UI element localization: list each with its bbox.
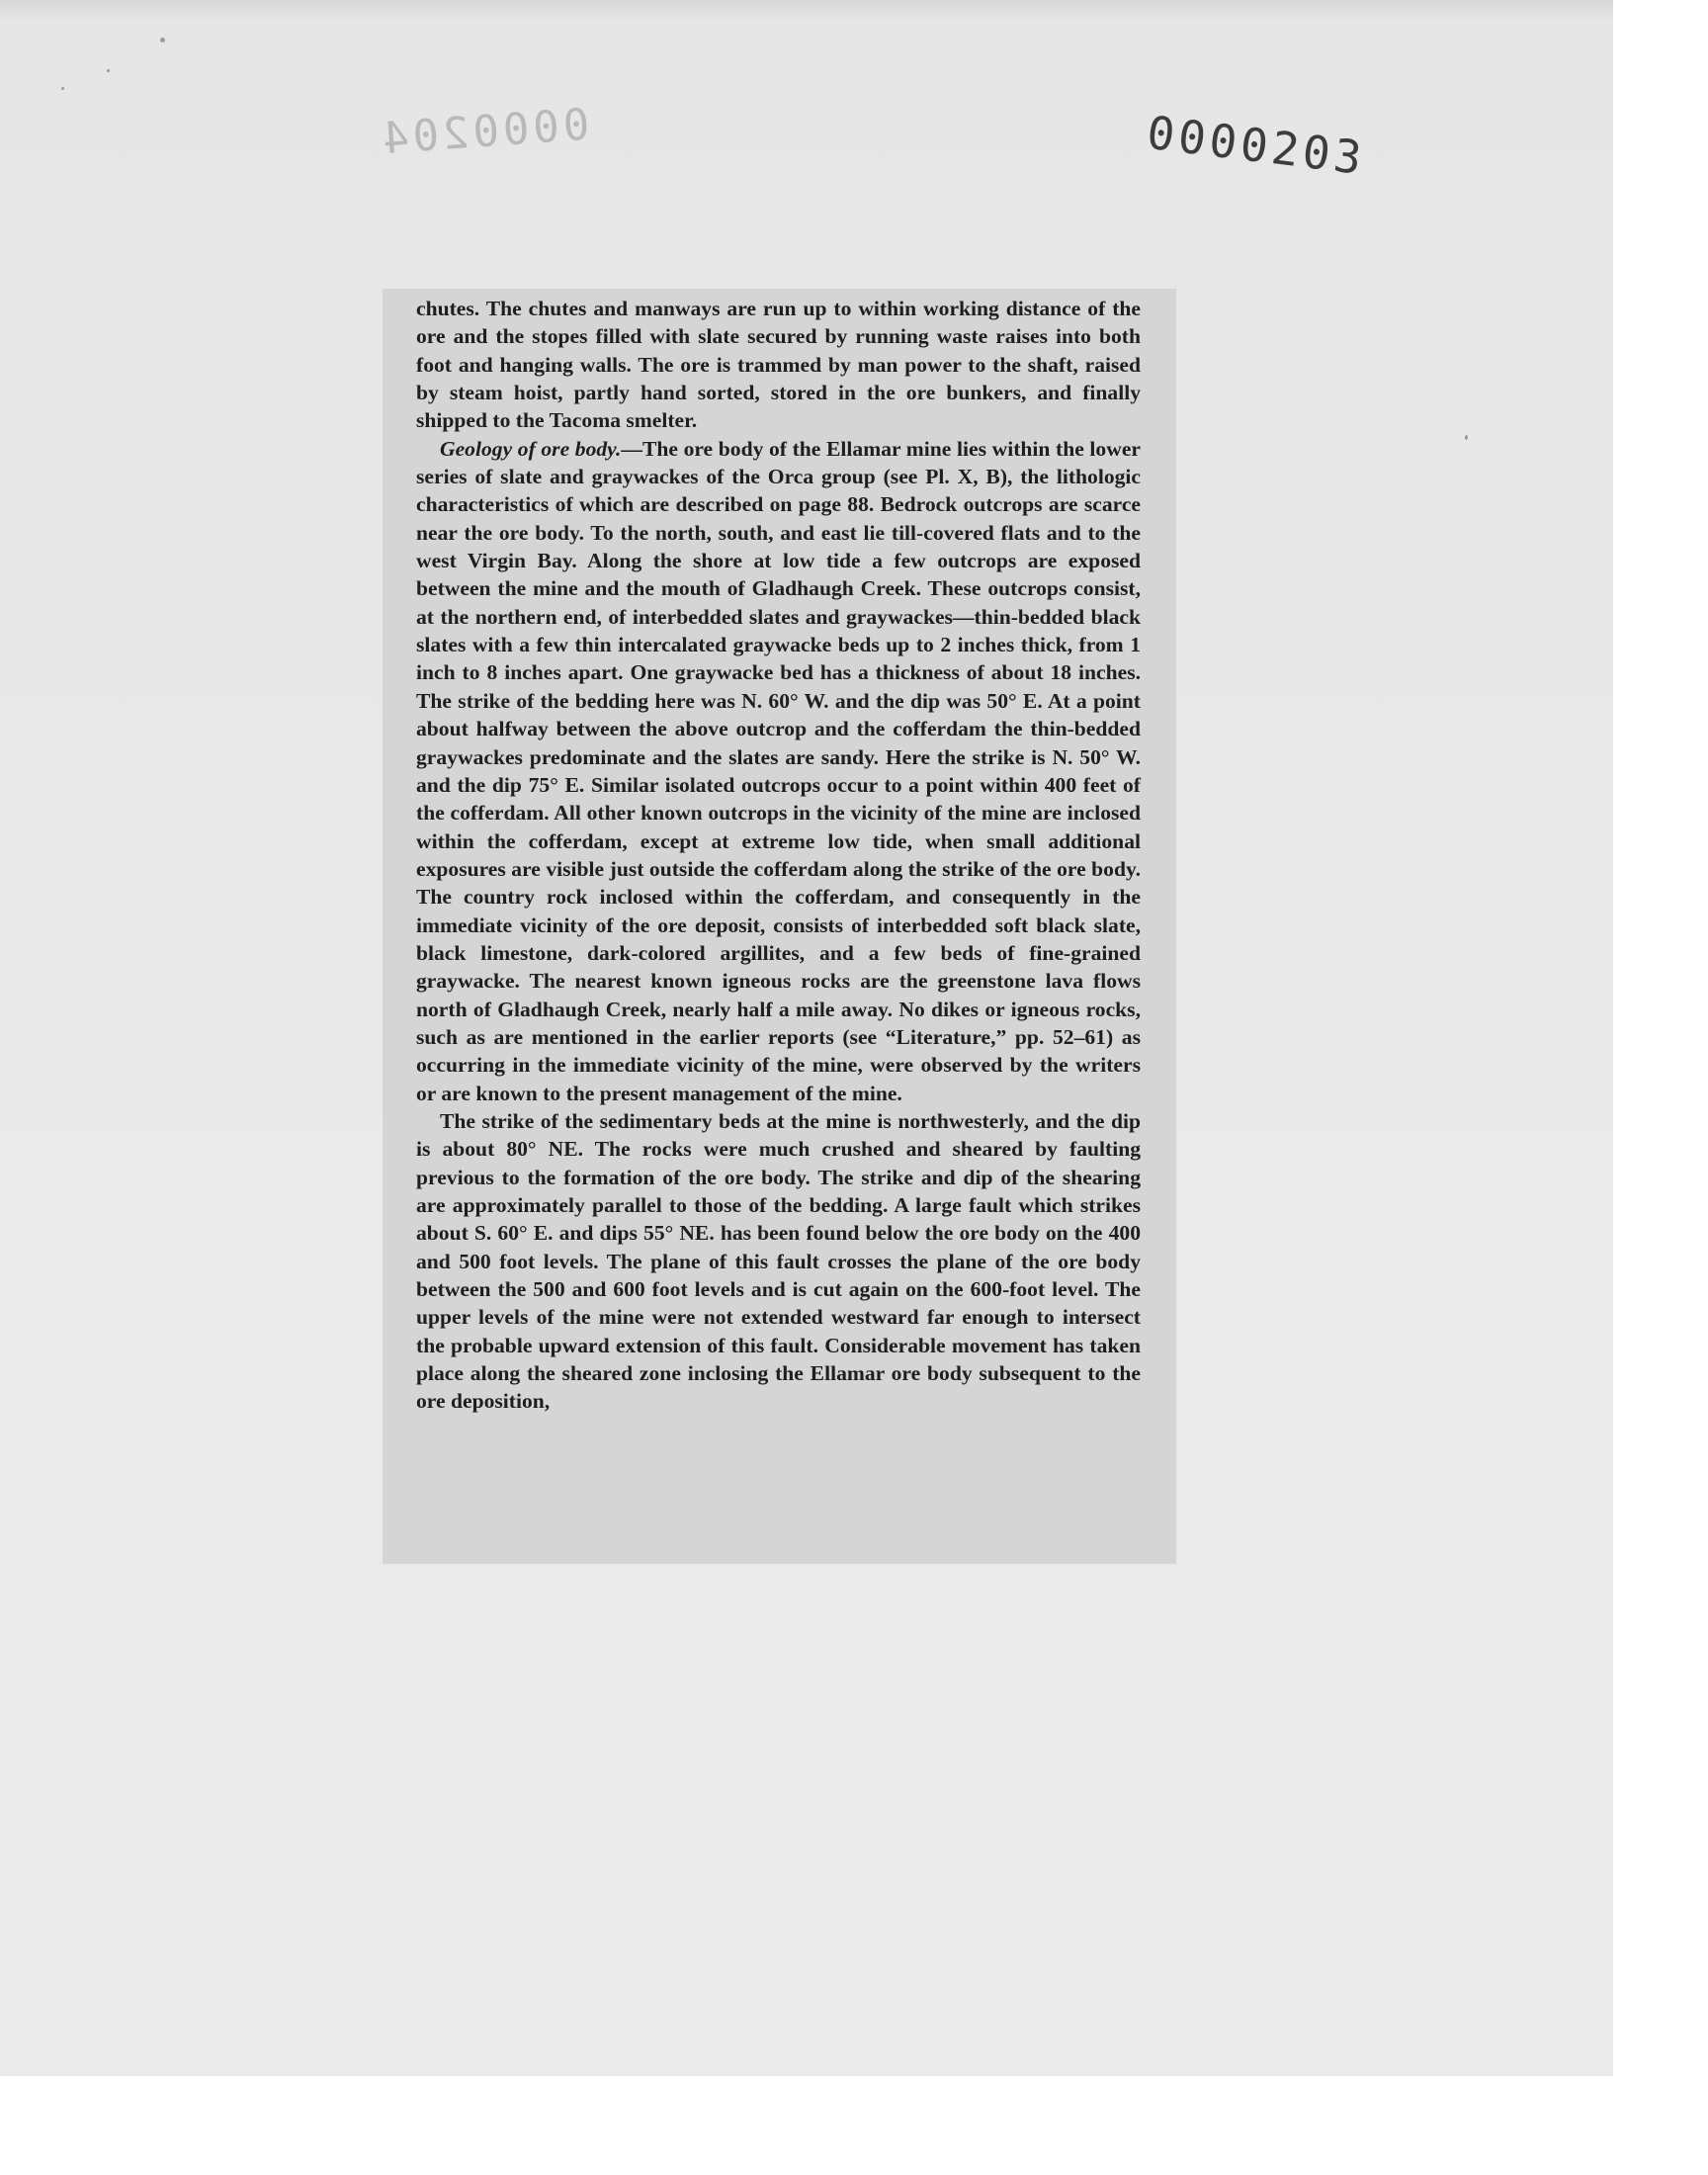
page-stamp-number: 0000203 (1144, 105, 1369, 186)
dust-speck (1465, 435, 1468, 440)
dust-speck (61, 87, 64, 90)
paragraph-geology-text: —The ore body of the Ellamar mine lies within the lower series of slate and graywackes of the Orca group (see Pl. X, B), the lithologic characteristics of which are described on page 88. Bedrock outcrops are scarce near the ore body. To the north, south, and east lie till-covered flats and to the west Virgin Bay. Along the shore at low tide a few outcrops are exposed between the mine and the mouth of Gladhaugh Creek. These outcrops consist, at the northern end, of interbedded slates and graywackes—thin-bedded black slates with a few thin intercalated graywacke beds up to 2 inches thick, from 1 inch to 8 inches apart. One graywacke bed has a thickness of about 18 inches. The strike of the bedding here was N. 60° W. and the dip was 50° E. At a point about halfway between the above outcrop and the cofferdam the thin-bedded graywackes predominate and the slates are sandy. Here the strike is N. 50° W. and the dip 75° E. Similar isolated outcrops occur to a point within 400 feet of the cofferdam. All other known outcrops in the vicinity of the mine are inclosed within the cofferdam, except at extreme low tide, when small additional exposures are visible just outside the cofferdam along the strike of the ore body. The country rock inclosed within the cofferdam, and consequently in the immediate vicinity of the ore deposit, consists of interbedded soft black slate, black limestone, dark-colored argillites, and a few beds of fine-grained graywacke. The nearest known igneous rocks are the greenstone lava flows north of Gladhaugh Creek, nearly half a mile away. No dikes or igneous rocks, such as are mentioned in the earlier reports (see “Literature,” pp. 52–61) as occurring in the immediate vicinity of the mine, were observed by the writers or are known to the present management of the mine. (416, 436, 1141, 1105)
paragraph-geology (416, 435, 1141, 1107)
paragraph-chutes: chutes. The chutes and manways are run up to within working distance of the ore and the stopes filled with slate secured by running waste raises into both foot and hanging walls. The ore is trammed by man power to the shaft, raised by steam hoist, partly hand sorted, stored in the ore bunkers, and finally shipped to the Tacoma smelter. (416, 297, 1141, 433)
text-clipping (383, 289, 1176, 1564)
dust-speck (160, 38, 165, 43)
dust-speck (107, 69, 110, 72)
mirrored-stamp-number: 0000204 (377, 99, 591, 165)
sheet-top-shadow (0, 0, 1613, 20)
section-heading: Geology of ore body. (440, 436, 622, 461)
paragraph-strike: The strike of the sedimentary beds at the mine is northwesterly, and the dip is about 80° NE. The rocks were much crushed and sheared by faulting previous to the formation of the ore body. The strike and dip of the shearing are approximately parallel to those of the bedding. A large fault which strikes about S. 60° E. and dips 55° NE. has been found below the ore body on the 400 and 500 foot levels. The plane of this fault crosses the plane of the ore body between the 500 and 600 foot levels and is cut again on the 600-foot level. The upper levels of the mine were not extended westward far enough to intersect the probable upward extension of this fault. Considerable movement has taken place along the sheared zone inclosing the Ellamar ore body subsequent to the ore deposition, (416, 1108, 1141, 1414)
